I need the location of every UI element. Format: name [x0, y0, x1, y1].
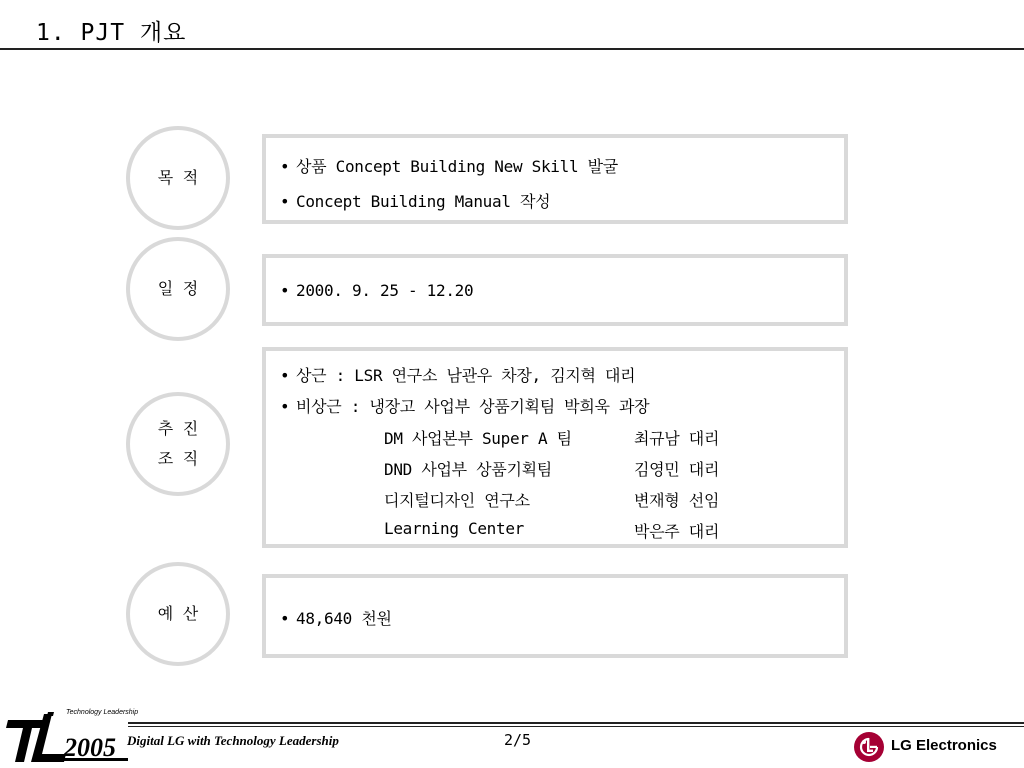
organization-label-line2: 조 직	[157, 449, 199, 468]
tl2005-logo	[4, 708, 130, 764]
member-dept-1: DM 사업본부 Super A 팀	[384, 429, 572, 448]
footer-slogan: Digital LG with Technology Leadership	[127, 733, 339, 748]
bullet-dot: •	[280, 366, 290, 385]
organization-box	[262, 347, 848, 548]
organization-label-line1: 추 진	[157, 419, 199, 438]
budget-bullet-1: • 48,640 천원	[280, 609, 392, 628]
objective-bullet-2: • Concept Building Manual 작성	[280, 192, 551, 211]
budget-label: 예 산	[157, 604, 199, 623]
company-name: LG Electronics	[891, 737, 997, 754]
schedule-circle	[126, 237, 230, 341]
member-person-4: 박은주 대리	[634, 522, 720, 541]
schedule-label: 일 정	[157, 279, 199, 298]
footer-divider-thick	[128, 722, 1024, 724]
objective-bullet-1: • 상품 Concept Building New Skill 발굴	[280, 157, 618, 176]
budget-box	[262, 574, 848, 658]
objective-label: 목 적	[157, 168, 199, 187]
page-number: 2/5	[504, 731, 532, 749]
logo-year: 2005	[64, 733, 116, 762]
member-dept-4: Learning Center	[384, 519, 524, 538]
schedule-bullet-1: • 2000. 9. 25 - 12.20	[280, 281, 474, 300]
logo-tagline: Technology Leadership	[66, 709, 139, 716]
member-dept-2: DND 사업부 상품기획팀	[384, 460, 552, 479]
member-person-2: 김영민 대리	[634, 460, 720, 479]
page-title: 1. PJT 개요	[36, 20, 187, 46]
member-dept-3: 디지털디자인 연구소	[384, 491, 530, 510]
schedule-box	[262, 254, 848, 326]
organization-circle	[126, 392, 230, 496]
title-divider	[0, 48, 1024, 50]
bullet-dot: •	[280, 192, 290, 211]
organization-bullet-1: • 상근 : LSR 연구소 남관우 차장, 김지혁 대리	[280, 366, 636, 385]
lg-logo-icon	[853, 731, 885, 763]
bullet-dot: •	[280, 281, 290, 300]
member-person-1: 최규남 대리	[634, 429, 720, 448]
budget-circle	[126, 562, 230, 666]
bullet-dot: •	[280, 157, 290, 176]
bullet-dot: •	[280, 397, 290, 416]
footer-divider-thin	[128, 726, 1024, 727]
objective-circle	[126, 126, 230, 230]
bullet-dot: •	[280, 609, 290, 628]
organization-bullet-2: • 비상근 : 냉장고 사업부 상품기획팀 박희욱 과장	[280, 397, 650, 416]
member-person-3: 변재형 선임	[634, 491, 720, 510]
objective-box	[262, 134, 848, 224]
